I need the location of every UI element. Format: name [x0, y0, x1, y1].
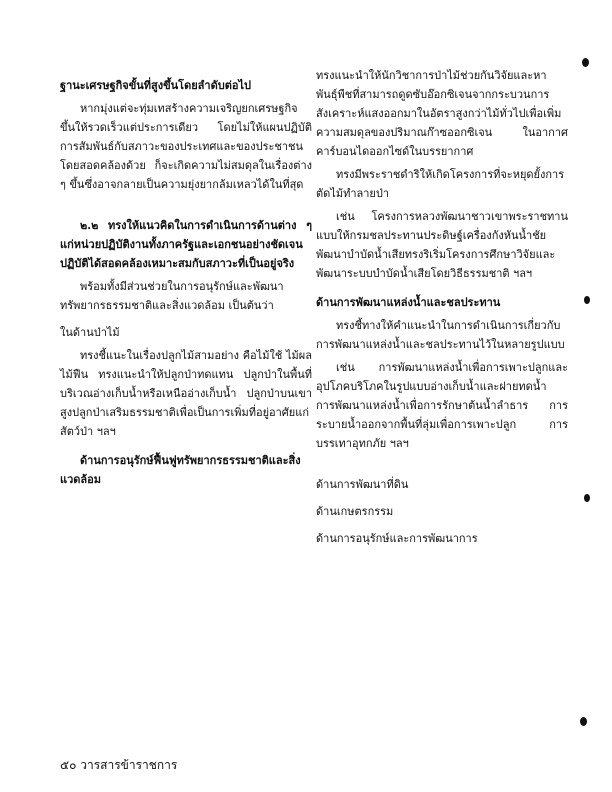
paragraph: ด้านการอนุรักษ์และการพัฒนาการ	[316, 532, 478, 545]
left-column	[60, 66, 312, 493]
paragraph: ด้านการพัฒนาที่ดิน	[316, 478, 409, 491]
right-column	[316, 66, 568, 552]
paragraph: ๒.๒ ทรงให้แนวคิดในการดำเนินการด้านต่าง ๆ แก่หน่วยปฏิบัติงานทั้งภาครัฐและเอกชนอย่างชัดเจนปฏิบัติได้สอดคล้องเหมาะสมกับสภาวะที่เป็นอยู่จริง	[60, 219, 312, 270]
paragraph: เช่น การพัฒนาแหล่งน้ำเพื่อการเพาะปลูกและอุปโภคบริโภคในรูปแบบอ่างเก็บน้ำและฝายทดน้ำ การพัฒนาแหล่งน้ำเพื่อการรักษาต้นน้ำลำธาร การระบายน้ำออกจากพื้นที่ลุ่มเพื่อการเพาะปลูก การบรรเทาอุทกภัย ฯลฯ	[316, 361, 568, 450]
paragraph: ด้านการอนุรักษ์ฟื้นฟูทรัพยากรธรรมชาติและสิ่งแวดล้อม	[60, 454, 301, 486]
paragraph: ทรงชี้ทางให้คำแนะนำในการดำเนินการเกี่ยวกับการพัฒนาแหล่งน้ำและชลประทานไว้ในหลายรูปแบบ	[316, 319, 565, 351]
paragraph: ด้านเกษตรกรรม	[316, 505, 394, 518]
paragraph: หากมุ่งแต่จะทุ่มเทสร้างความเจริญยกเศรษฐกิจขึ้นให้รวดเร็วแต่ประการเดียว โดยไม่ให้แผนปฏิบัติการสัมพันธ์กับสภาวะของประเทศและของประชาชนโดยสอดคล้องด้วย ก็จะเกิดความไม่สมดุลในเรื่องต่าง ๆ ขึ้นซึ่งอาจกลายเป็นความยุ่งยากล้มเหลวได้ในที่สุด	[60, 102, 312, 191]
scan-mark-bottom-right	[580, 717, 587, 726]
paragraph: ฐานะเศรษฐกิจขั้นที่สูงขึ้นโดยลำดับต่อไป	[60, 79, 251, 92]
paragraph: พร้อมทั้งมีส่วนช่วยในการอนุรักษ์และพัฒนาทรัพยากรธรรมชาติและสิ่งแวดล้อม เป็นต้นว่า	[60, 280, 284, 312]
page-footer: ๕๐ วารสารข้าราชการ	[60, 758, 178, 772]
paragraph: เช่น โครงการหลวงพัฒนาชาวเขาพระราชทานแบบให้กรมชลประทานประดิษฐ์เครื่องกังหันน้ำชัยพัฒนาบำบัดน้ำเสียทรงริเริ่มโครงการศึกษาวิจัยและพัฒนาระบบบำบัดน้ำเสียโดยวิธีธรรมชาติ ฯลฯ	[316, 210, 568, 280]
paragraph: ทรงชี้แนะในเรื่องปลูกไม้สามอย่าง คือไม้ใช้ ไม้ผล ไม้ฟืน ทรงแนะนำให้ปลูกป่าทดแทน ปลูกป่าในพื้นที่บริเวณอ่างเก็บน้ำหรือเหนืออ่างเก็บน้ำ ปลูกป่าบนเขาสูงปลูกป่าเสริมธรรมชาติเพื่อเป็นการเพิ่มที่อยู่อาศัยแก่สัตว์ป่า ฯลฯ	[60, 349, 312, 438]
paragraph: ทรงมีพระราชดำริให้เกิดโครงการที่จะหยุดยั้งการตัดไม้ทำลายป่า	[316, 168, 565, 200]
paragraph: ในด้านป่าไม้	[60, 326, 120, 339]
scan-mark-lower-right	[584, 494, 590, 502]
paragraph: ทรงแนะนำให้นักวิชาการป่าไม้ช่วยกันวิจัยและหาพันธุ์พืชที่สามารถดูดซับอ๊อกซิเจนจากกระบวนการสังเคราะห์แสงออกมาในอัตราสูงกว่าไม้ทั่วไปเพื่อเพิ่มความสมดุลของปริมาณก๊าซออกซิเจน ในอากาศ คาร์บอนไดออกไซด์ในบรรยากาศ	[316, 69, 568, 158]
paragraph: ด้านการพัฒนาแหล่งน้ำและชลประทาน	[316, 296, 501, 309]
scan-mark-top-right	[582, 58, 589, 67]
scan-mark-mid-right	[584, 296, 590, 304]
